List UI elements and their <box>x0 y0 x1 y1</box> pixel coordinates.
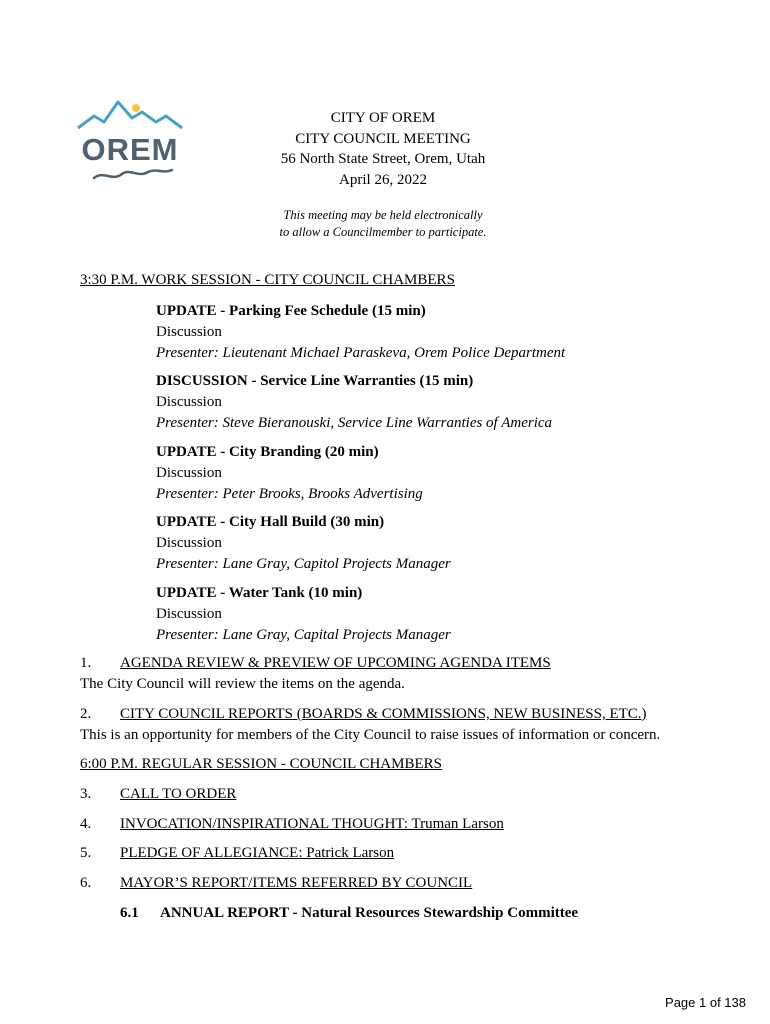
item-number: 4. <box>80 816 92 832</box>
work-session-item <box>156 442 756 505</box>
agenda-item-2-description: This is an opportunity for members of the City Council to raise issues of information or concern. <box>80 727 661 743</box>
agenda-item-1 <box>80 655 551 672</box>
item-number: 6.1 <box>120 905 139 921</box>
item-title: UPDATE - City Hall Build (30 min) <box>156 514 385 530</box>
electronic-note-line2: to allow a Councilmember to participate. <box>279 224 487 239</box>
meeting-header <box>230 108 536 190</box>
agenda-item-5 <box>80 845 394 862</box>
wave-icon <box>94 170 172 178</box>
agenda-item-6-1 <box>120 905 578 922</box>
meeting-title: CITY COUNCIL MEETING <box>295 130 471 147</box>
work-session-item <box>156 301 756 364</box>
item-type: Discussion <box>156 394 222 410</box>
item-number: 5. <box>80 845 92 861</box>
item-presenter: Presenter: Peter Brooks, Brooks Advertising <box>156 486 423 502</box>
agenda-item-1-description: The City Council will review the items on the agenda. <box>80 676 405 692</box>
item-type: Discussion <box>156 535 222 551</box>
mountain-icon <box>78 102 182 128</box>
work-session-heading: 3:30 P.M. WORK SESSION - CITY COUNCIL CHAMBERS <box>80 272 455 288</box>
agenda-item-4 <box>80 816 504 833</box>
item-presenter: Presenter: Lieutenant Michael Paraskeva, Orem Police Department <box>156 345 566 361</box>
work-session-item <box>156 583 756 646</box>
work-session-item <box>156 512 756 575</box>
item-number: 2. <box>80 706 92 722</box>
logo-wordmark: OREM <box>81 132 179 167</box>
agenda-item-6 <box>80 875 472 892</box>
item-label: PLEDGE OF ALLEGIANCE: Patrick Larson <box>120 845 395 861</box>
meeting-address: 56 North State Street, Orem, Utah <box>280 151 486 167</box>
orem-logo <box>76 96 186 186</box>
agenda-item-3 <box>80 786 236 803</box>
electronic-note-line1: This meeting may be held electronically <box>283 208 483 222</box>
item-label: INVOCATION/INSPIRATIONAL THOUGHT: Truman Larson <box>120 816 504 832</box>
item-title: UPDATE - City Branding (20 min) <box>156 444 379 460</box>
item-title: UPDATE - Parking Fee Schedule (15 min) <box>156 303 426 319</box>
item-number: 1. <box>80 655 92 671</box>
city-name: CITY OF OREM <box>330 110 436 126</box>
item-number: 3. <box>80 786 92 802</box>
sun-icon <box>132 104 140 112</box>
orem-logo-graphic <box>76 96 186 186</box>
meeting-date: April 26, 2022 <box>339 171 427 188</box>
item-type: Discussion <box>156 324 222 340</box>
item-type: Discussion <box>156 606 222 622</box>
page-number: Page 1 of 138 <box>665 995 746 1010</box>
item-type: Discussion <box>156 465 222 481</box>
item-presenter: Presenter: Steve Bieranouski, Service Line Warranties of America <box>156 415 553 431</box>
agenda-item-2 <box>80 706 647 723</box>
regular-session-heading: 6:00 P.M. REGULAR SESSION - COUNCIL CHAMBERS <box>80 756 442 772</box>
item-label: AGENDA REVIEW & PREVIEW OF UPCOMING AGENDA ITEMS <box>120 655 551 671</box>
item-label: MAYOR’S REPORT/ITEMS REFERRED BY COUNCIL <box>120 875 473 891</box>
item-label: CITY COUNCIL REPORTS (BOARDS & COMMISSIONS, NEW BUSINESS, ETC.) <box>120 706 647 722</box>
item-number: 6. <box>80 875 92 891</box>
item-presenter: Presenter: Lane Gray, Capital Projects Manager <box>156 627 451 643</box>
item-label: ANNUAL REPORT - Natural Resources Stewardship Committee <box>160 905 579 921</box>
item-title: DISCUSSION - Service Line Warranties (15 min) <box>156 373 474 389</box>
item-title: UPDATE - Water Tank (10 min) <box>156 585 363 601</box>
item-presenter: Presenter: Lane Gray, Capitol Projects Manager <box>156 556 451 572</box>
item-label: CALL TO ORDER <box>120 786 237 802</box>
electronic-note <box>230 207 536 240</box>
work-session-item <box>156 371 756 434</box>
